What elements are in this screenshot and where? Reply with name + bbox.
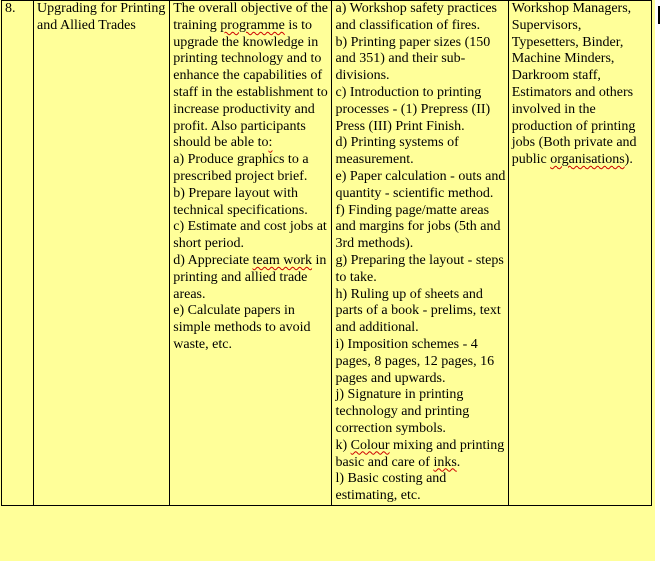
content-item: a) Workshop safety practices and classification of fires. [335,1,497,33]
spellcheck-word: team work [252,252,313,268]
objective-item: d) Appreciate team work in printing and allied trade areas. [173,252,327,302]
spellcheck-word: organisations [550,152,625,168]
serial-number-cell [2,1,34,506]
participants-text: Workshop Managers, Supervisors, Typesetters, Binder, Machine Minders, Darkroom staff, Estimators and others involved in the production of printing jobs (Both private and public organisations). [511,1,637,168]
content-item: g) Preparing the layout - steps to take. [335,252,504,285]
serial-number: 8. [5,1,16,16]
course-title-cell [34,1,170,506]
participants-cell [508,1,651,506]
content-item: l) Basic costing and estimating, etc. [335,471,447,504]
objective-cell [170,1,332,506]
content-item: i) Imposition schemes - 4 pages, 8 pages, 12 pages, 16 pages and upwards. [335,336,495,386]
content-item: k) Colour mixing and printing basic and care of inks. [335,437,505,470]
content-item: j) Signature in printing technology and printing correction symbols. [335,387,470,436]
content-item: b) Printing paper sizes (150 and 351) and their sub-divisions. [335,34,491,84]
table-row [2,1,652,506]
objective-item: c) Estimate and cost jobs at short period. [173,219,327,252]
objective-intro: The overall objective of the training programme is to upgrade the knowledge in printing technology and to enhance the capabilities of staff in the establishment to increase productivity and profit. Also participants should be able to: [173,1,328,151]
spellcheck-word: programme [220,17,285,33]
content-item: d) Printing systems of measurement. [335,135,459,168]
spellcheck-word: inks [433,454,457,470]
page-right-margin [655,0,663,561]
content-item: c) Introduction to printing processes - (1) Prepress (II) Press (III) Print Finish. [335,84,491,134]
content-item: e) Paper calculation - outs and quantity - scientific method. [335,168,506,201]
spellcheck-word: Colour [350,437,390,453]
text-cursor-mark [658,6,660,24]
course-table [1,0,652,506]
objective-item: b) Prepare layout with technical specifications. [173,185,308,218]
content-item: f) Finding page/matte areas and margins for jobs (5th and 3rd methods). [335,202,501,252]
spellcheck-colon: : [268,135,273,151]
content-cell [332,1,508,506]
objective-item: a) Produce graphics to a prescribed project brief. [173,152,309,184]
objective-item: e) Calculate papers in simple methods to avoid waste, etc. [173,303,311,352]
content-item: h) Ruling up of sheets and parts of a book - prelims, text and additional. [335,286,501,336]
course-title: Upgrading for Printing and Allied Trades [37,1,166,33]
